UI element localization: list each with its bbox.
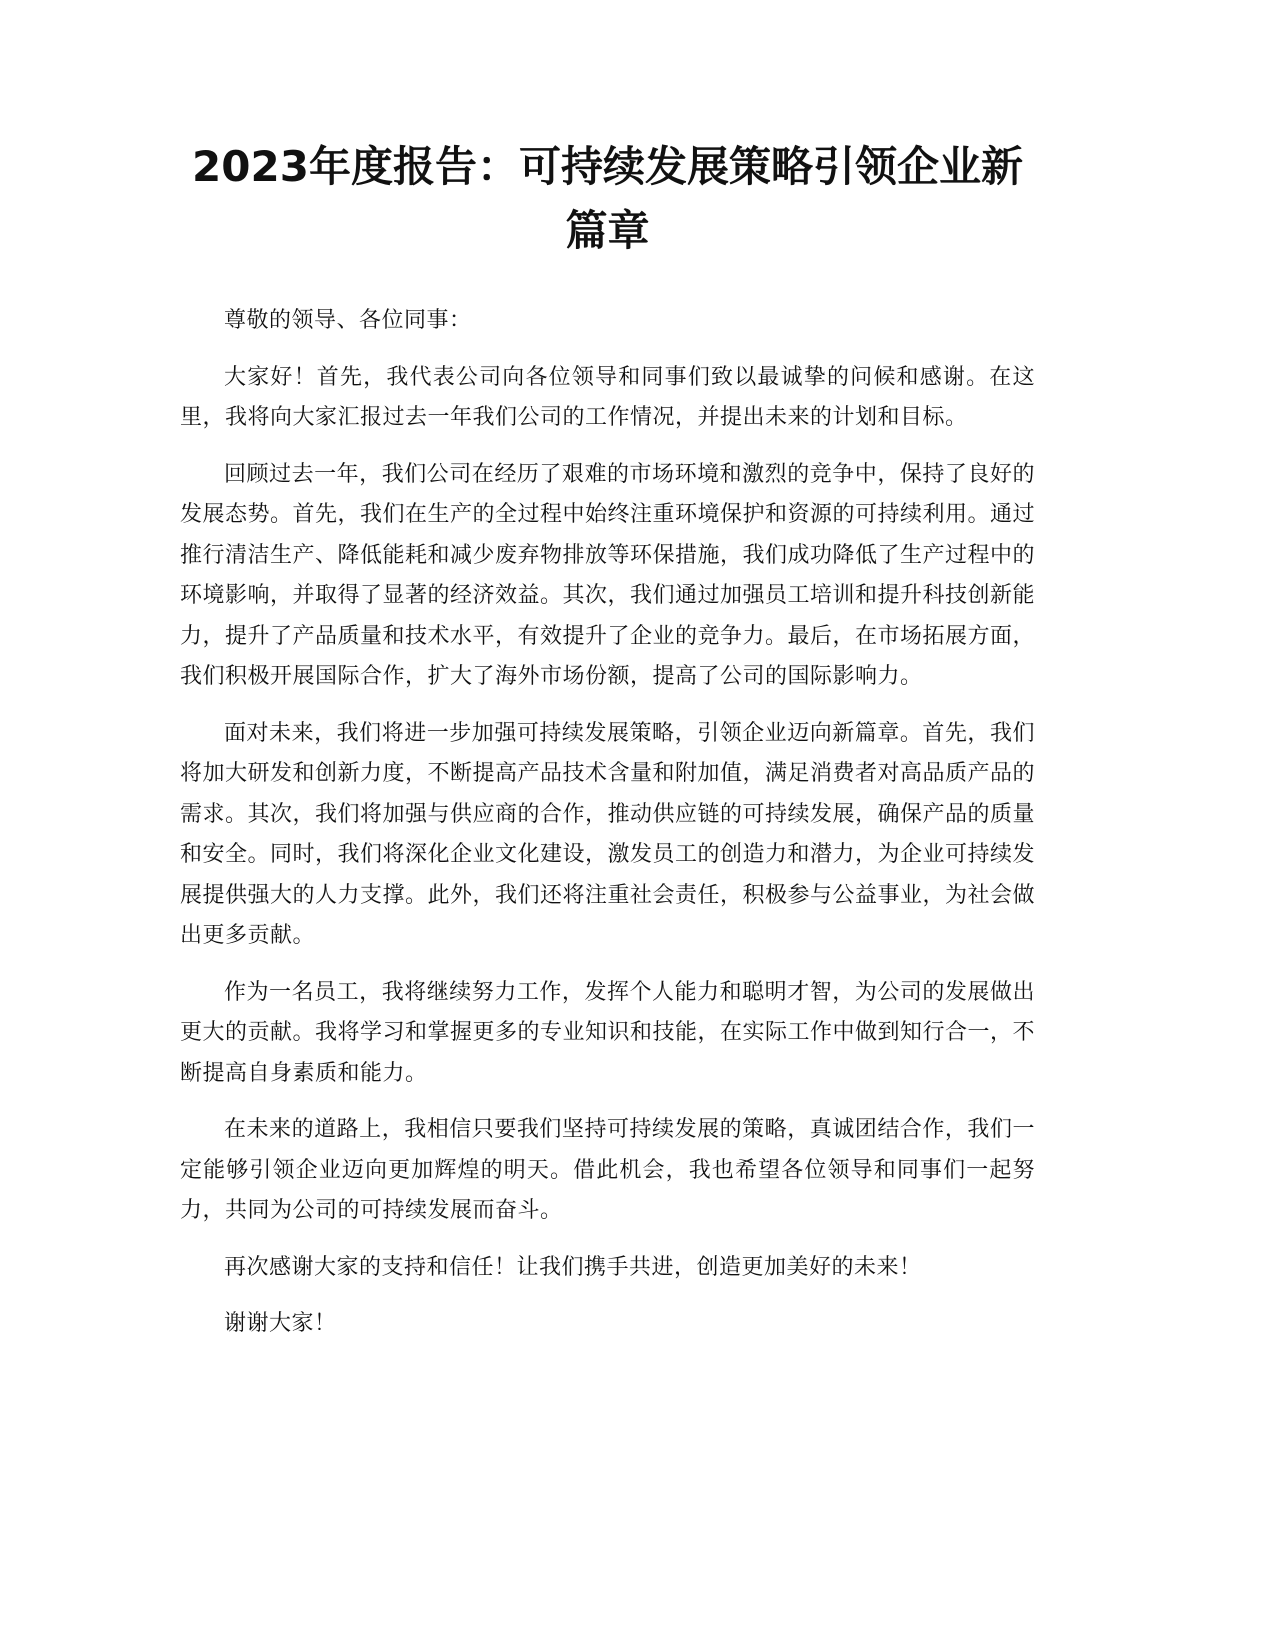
paragraph-greeting: 大家好！首先，我代表公司向各位领导和同事们致以最诚挚的问候和感谢。在这里，我将向大家汇报过去一年我们公司的工作情况，并提出未来的计划和目标。 (180, 364, 1035, 430)
paragraph-employee: 作为一名员工，我将继续努力工作，发挥个人能力和聪明才智，为公司的发展做出更大的贡献。我将学习和掌握更多的专业知识和技能，在实际工作中做到知行合一，不断提高自身素质和能力。 (180, 979, 1036, 1086)
paragraph-thanks: 再次感谢大家的支持和信任！让我们携手共进，创造更加美好的未来！ (224, 1254, 922, 1280)
paragraph-future: 面对未来，我们将进一步加强可持续发展策略，引领企业迈向新篇章。首先，我们将加大研发和创新力度，不断提高产品技术含量和附加值，满足消费者对高品质产品的需求。其次，我们将加强与供应商的合作，推动供应链的可持续发展，确保产品的质量和安全。同时，我们将深化企业文化建设，激发员工的创造力和潜力，为企业可持续发展提供强大的人力支撑。此外，我们还将注重社会责任，积极参与公益事业，为社会做出更多贡献。 (180, 720, 1036, 948)
paragraph-closing: 谢谢大家！ (224, 1311, 337, 1336)
paragraph-outlook: 在未来的道路上，我相信只要我们坚持可持续发展的策略，真诚团结合作，我们一定能够引领企业迈向更加辉煌的明天。借此机会，我也希望各位领导和同事们一起努力，共同为公司的可持续发展而奋斗。 (180, 1117, 1035, 1223)
document-page (180, 135, 1035, 1361)
paragraph-review: 回顾过去一年，我们公司在经历了艰难的市场环境和激烈的竞争中，保持了良好的发展态势。首先，我们在生产的全过程中始终注重环境保护和资源的可持续利用。通过推行清洁生产、降低能耗和减少废弃物排放等环保措施，我们成功降低了生产过程中的环境影响，并取得了显著的经济效益。其次，我们通过加强员工培训和提升科技创新能力，提升了产品质量和技术水平，有效提升了企业的竞争力。最后，在市场拓展方面，我们积极开展国际合作，扩大了海外市场份额，提高了公司的国际影响力。 (180, 461, 1036, 689)
paragraph-salutation: 尊敬的领导、各位同事： (224, 308, 472, 333)
document-title: 2023年度报告：可持续发展策略引领企业新篇章 (192, 142, 1023, 255)
